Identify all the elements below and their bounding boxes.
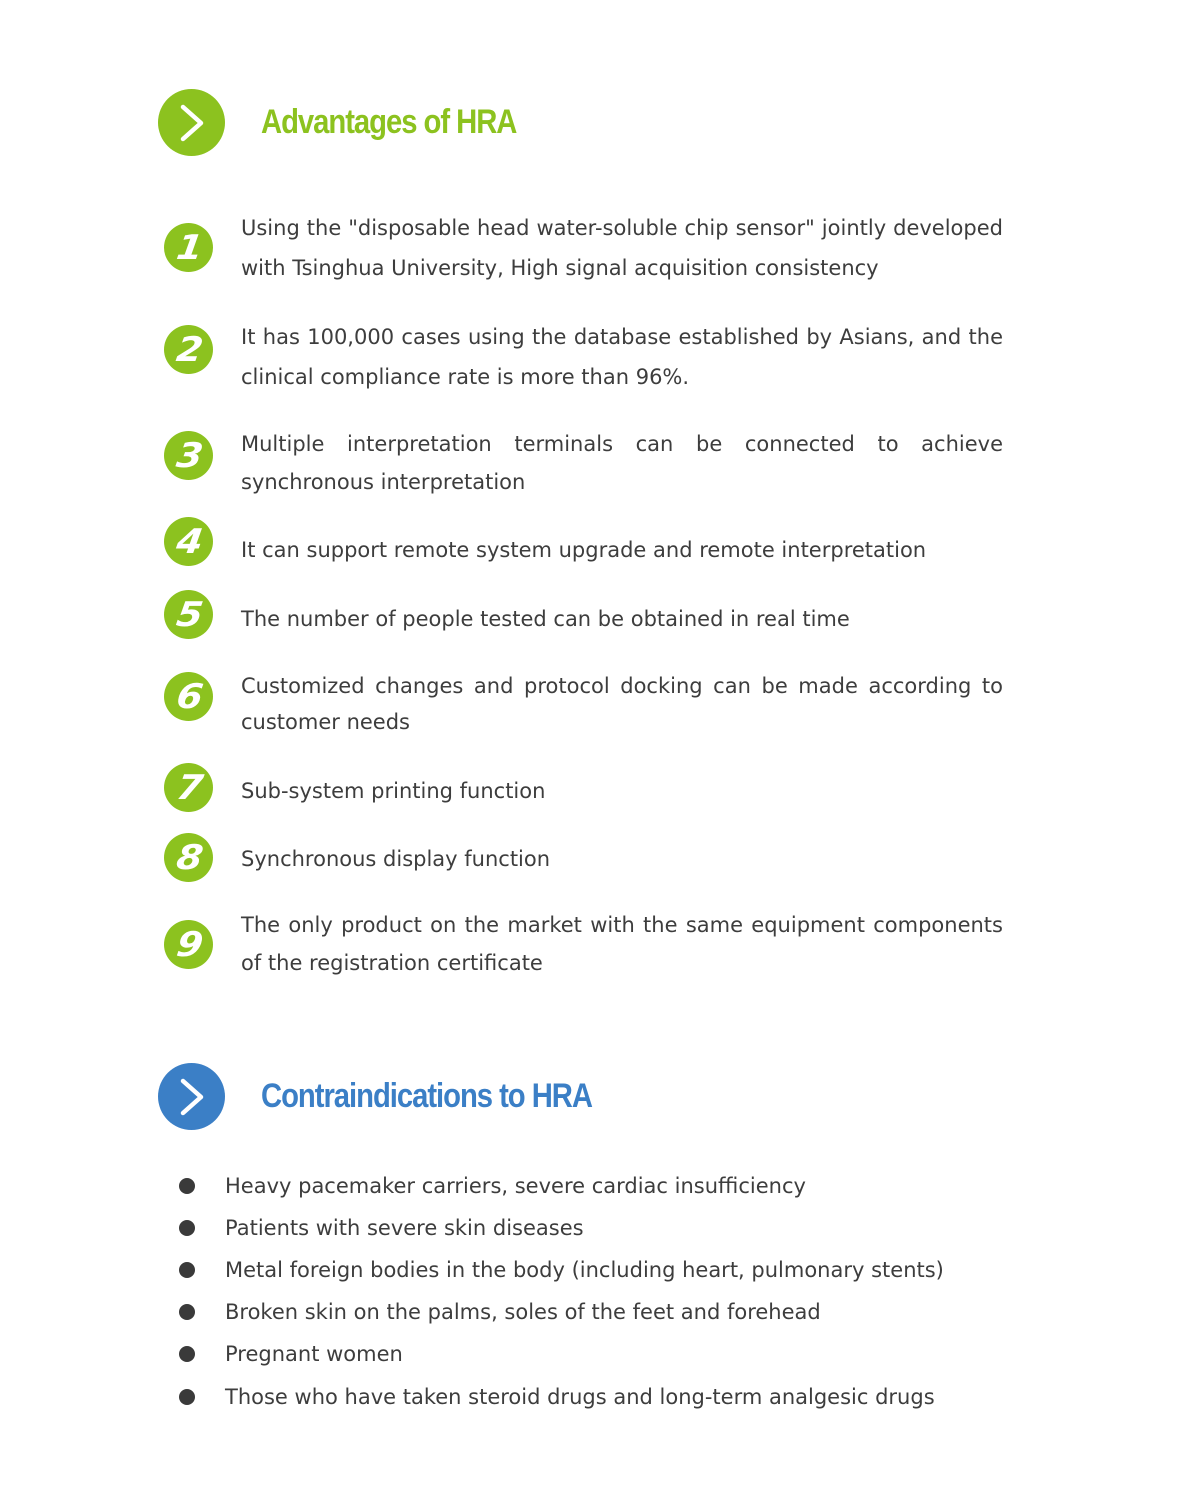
number-1-badge (164, 223, 213, 272)
list-item (179, 1171, 806, 1201)
bullet-icon (179, 1262, 195, 1278)
advantage-text-9: The only product on the market with the same equipment components of the registration certificate (241, 913, 1003, 975)
number-9-label: 9 (173, 924, 206, 965)
number-1-label: 1 (173, 227, 206, 268)
advantages-title: Advantages of HRA (261, 103, 517, 141)
number-8-label: 8 (173, 837, 206, 878)
number-6-label: 6 (173, 676, 206, 717)
contra-text-5: Pregnant women (225, 1342, 403, 1366)
number-9-badge (164, 920, 213, 969)
advantage-text-5: The number of people tested can be obtained in real time (241, 607, 850, 631)
number-2-badge (164, 325, 213, 374)
number-8-badge (164, 833, 213, 882)
number-3-label: 3 (173, 435, 206, 476)
advantage-text-3: Multiple interpretation terminals can be connected to achieve synchronous interpretation (241, 432, 1003, 494)
number-2-label: 2 (173, 329, 206, 370)
bullet-icon (179, 1346, 195, 1362)
list-item (179, 1382, 935, 1412)
list-item (179, 1297, 821, 1327)
advantage-text-4: It can support remote system upgrade and remote interpretation (241, 538, 927, 562)
bullet-icon (179, 1304, 195, 1320)
contra-text-1: Heavy pacemaker carriers, severe cardiac insufficiency (225, 1174, 806, 1198)
advantage-text-6: Customized changes and protocol docking can be made according to customer needs (241, 674, 1003, 734)
contra-text-2: Patients with severe skin diseases (225, 1216, 584, 1240)
number-4-label: 4 (173, 521, 206, 562)
contraindications-title: Contraindications to HRA (261, 1077, 592, 1115)
contraindications-header (158, 1063, 646, 1130)
number-6-badge (164, 672, 213, 721)
contra-text-6: Those who have taken steroid drugs and long-term analgesic drugs (225, 1385, 935, 1409)
number-7-badge (164, 763, 213, 812)
contra-text-3: Metal foreign bodies in the body (including heart, pulmonary stents) (225, 1258, 944, 1282)
advantage-text-1: Using the "disposable head water-soluble chip sensor" jointly developed with Tsinghua University, High signal acquisition consistency (241, 216, 1003, 280)
number-5-badge (164, 590, 213, 639)
number-3-badge (164, 431, 213, 480)
number-4-badge (164, 517, 213, 566)
contra-text-4: Broken skin on the palms, soles of the feet and forehead (225, 1300, 821, 1324)
number-7-label: 7 (173, 767, 206, 808)
advantages-chevron-icon (158, 89, 225, 156)
list-item (179, 1213, 584, 1243)
list-item (179, 1339, 403, 1369)
contraindications-chevron-icon (158, 1063, 225, 1130)
advantage-text-7: Sub-system printing function (241, 779, 546, 803)
bullet-icon (179, 1389, 195, 1405)
advantage-text-8: Synchronous display function (241, 847, 551, 871)
bullet-icon (179, 1178, 195, 1194)
advantages-header (158, 89, 558, 156)
bullet-icon (179, 1220, 195, 1236)
advantage-text-2: It has 100,000 cases using the database established by Asians, and the clinical compliance rate is more than 96%. (241, 325, 1003, 389)
list-item (179, 1255, 944, 1285)
number-5-label: 5 (173, 594, 206, 635)
